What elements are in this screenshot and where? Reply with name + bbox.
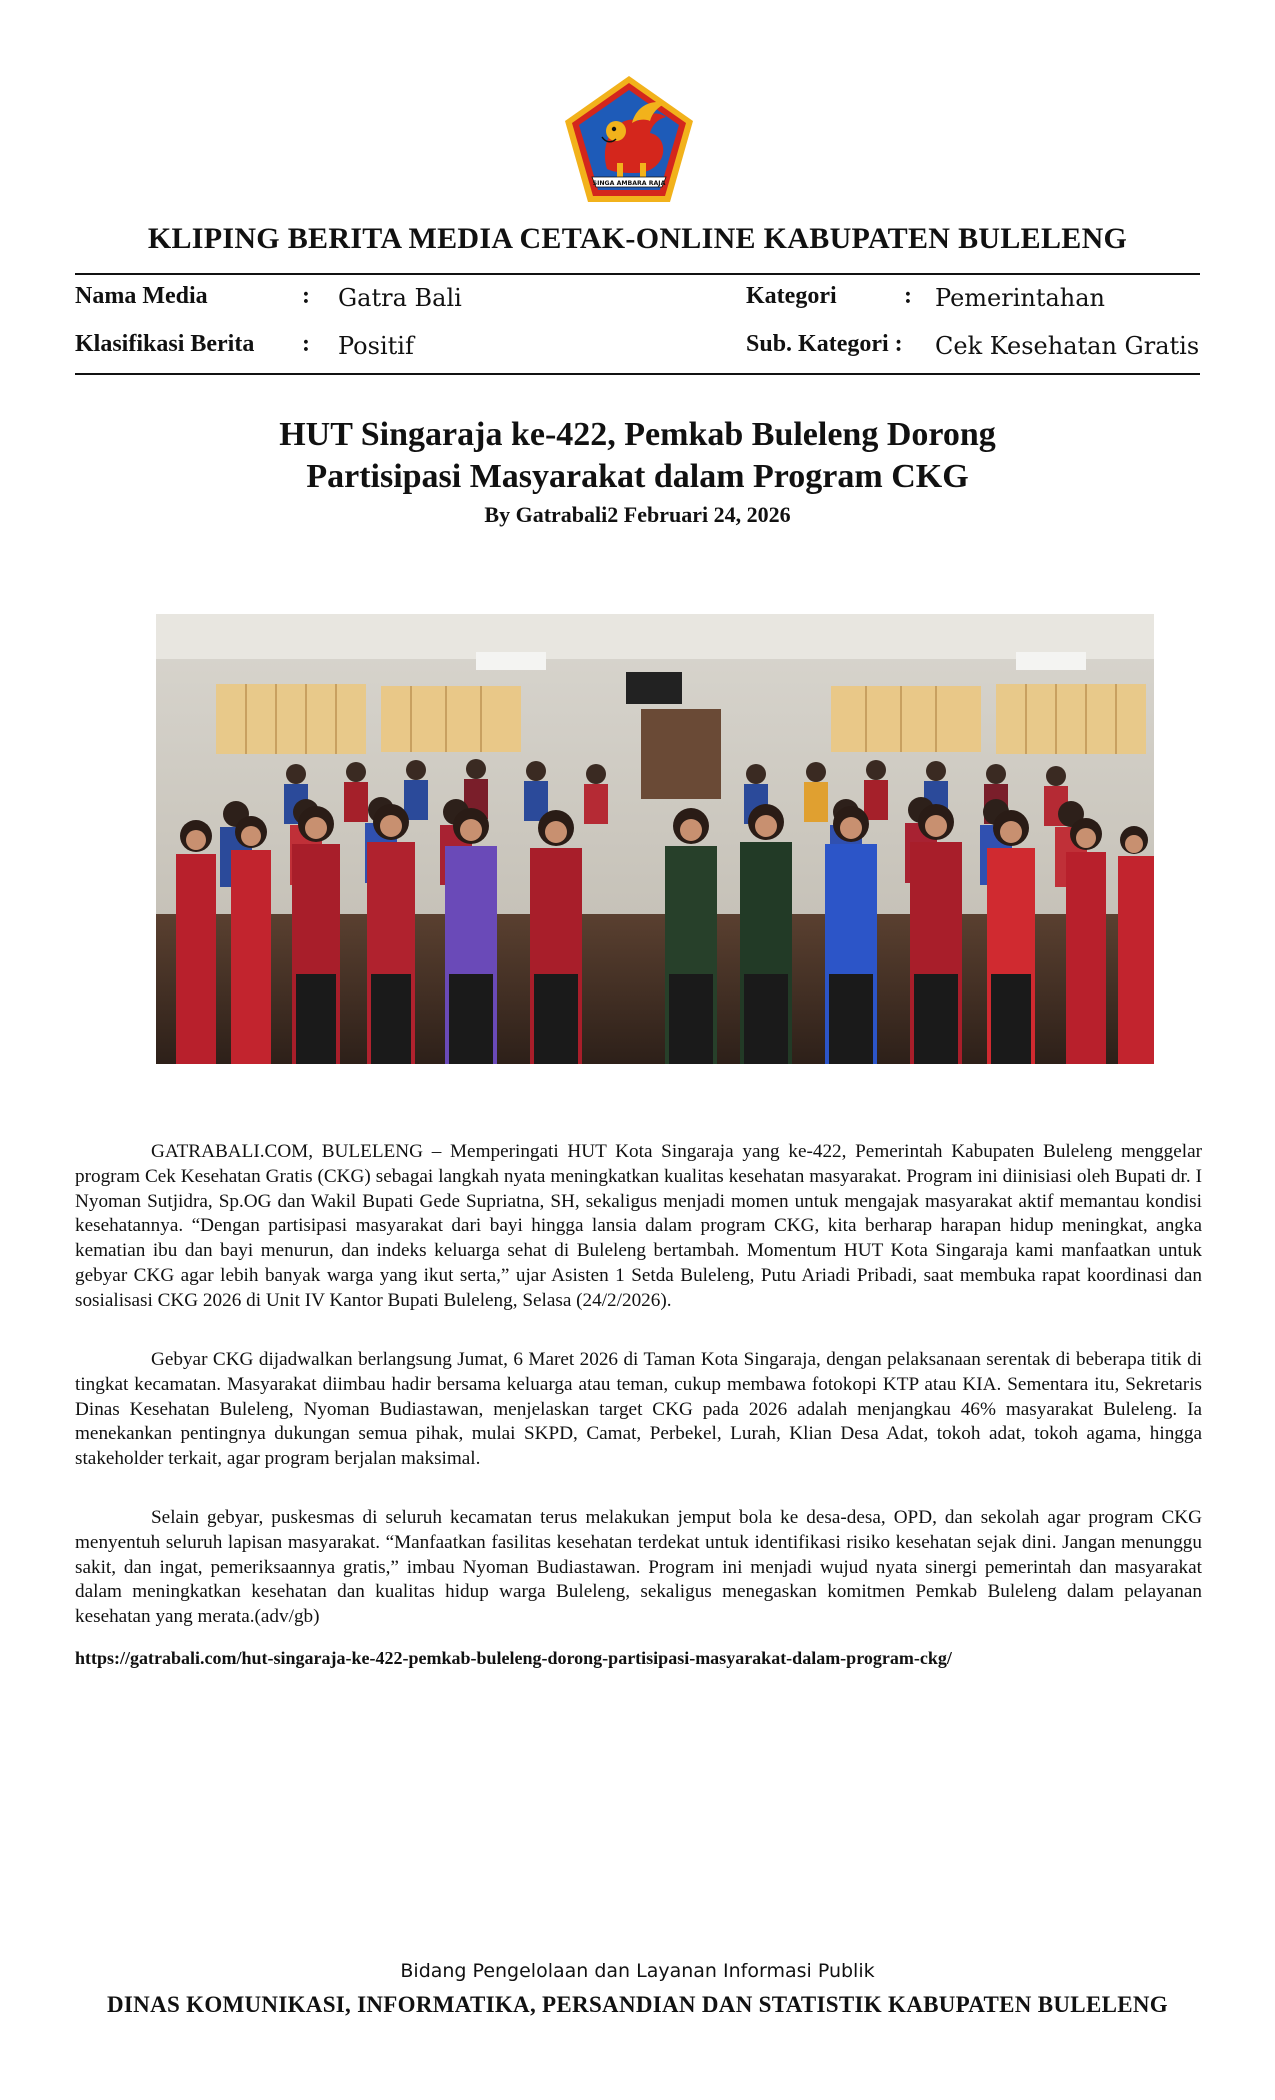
nama-media-value: Gatra Bali xyxy=(338,284,462,312)
footer-subtitle: Bidang Pengelolaan dan Layanan Informasi Publik xyxy=(400,1960,875,1982)
klasifikasi-colon: : xyxy=(302,331,310,357)
article-paragraph-1: GATRABALI.COM, BULELENG – Memperingati HUT Kota Singaraja yang ke-422, Pemerintah Kabupaten Buleleng menggelar program Cek Kesehatan Gratis (CKG) sebagai langkah nyata meningkatkan kualitas kesehatan masyarakat. Program ini diinisiasi oleh Bupati dr. I Nyoman Sutjidra, Sp.OG dan Wakil Bupati Gede Supriatna, SH, sekaligus menjadi momen untuk mengajak masyarakat aktif memantau kondisi kesehatannya. “Dengan partisipasi masyarakat dari bayi hingga lansia dalam program CKG, kita berharap harapan hidup meningkat, angka kematian ibu dan bayi menurun, dan indeks keluarga sehat di Buleleng bertambah. Momentum HUT Kota Singaraja kami manfaatkan untuk gebyar CKG agar lebih banyak warga yang ikut serta,” ujar Asisten 1 Setda Buleleng, Putu Ariadi Pribadi, saat membuka rapat koordinasi dan sosialisasi CKG 2026 di Unit IV Kantor Bupati Buleleng, Selasa (24/2/2026). xyxy=(75,1141,1202,1311)
subkategori-label: Sub. Kategori : xyxy=(746,331,903,357)
article-paragraph-2: Gebyar CKG dijadwalkan berlangsung Jumat, 6 Maret 2026 di Taman Kota Singaraja, dengan pelaksanaan serentak di beberapa titik di tingkat kecamatan. Masyarakat diimbau hadir bersama keluarga atau teman, cukup membawa fotokopi KTP atau KIA. Sementara itu, Sekretaris Dinas Kesehatan Buleleng, Nyoman Budiastawan, menjelaskan target CKG pada 2026 adalah menjangkau 46% masyarakat Buleleng. Ia menekankan pentingnya dukungan semua pihak, mulai SKPD, Camat, Perbekel, Lurah, Klian Desa Adat, tokoh adat, tokoh agama, hingga stakeholder terkait, agar program berjalan maksimal. xyxy=(75,1349,1202,1470)
logo-motto: SINGA AMBARA RAJA xyxy=(592,180,666,187)
article-byline: By Gatrabali2 Februari 24, 2026 xyxy=(484,502,791,527)
article-headline xyxy=(0,414,1275,498)
source-link[interactable]: https://gatrabali.com/hut-singaraja-ke-422-pemkab-buleleng-dorong-partisipasi-masyarakat-dalam-program-ckg/ xyxy=(75,1648,952,1668)
klasifikasi-label: Klasifikasi Berita xyxy=(75,331,255,357)
nama-media-colon: : xyxy=(302,283,310,309)
article-photo xyxy=(156,614,1154,1064)
klasifikasi-value: Positif xyxy=(338,332,414,360)
kliping-title: KLIPING BERITA MEDIA CETAK-ONLINE KABUPATEN BULELENG xyxy=(147,222,1128,255)
footer-department: DINAS KOMUNIKASI, INFORMATIKA, PERSANDIAN DAN STATISTIK KABUPATEN BULELENG xyxy=(107,1992,1168,2017)
kategori-value: Pemerintahan xyxy=(935,284,1106,312)
headline-line-2: Partisipasi Masyarakat dalam Program CKG xyxy=(306,458,969,495)
kategori-colon: : xyxy=(904,283,912,309)
top-divider xyxy=(75,273,1200,275)
article-paragraph-3: Selain gebyar, puskesmas di seluruh kecamatan terus melakukan jemput bola ke desa-desa, OPD, dan sekolah agar program CKG menyentuh seluruh lapisan masyarakat. “Manfaatkan fasilitas kesehatan terdekat untuk identifikasi risiko kesehatan sejak dini. Jangan menunggu sakit, dan ingat, pemeriksaannya gratis,” imbau Nyoman Budiastawan. Program ini menjadi wujud nyata sinergi pemerintah dan masyarakat dalam meningkatkan kesehatan dan kualitas hidup warga Buleleng, sekaligus menegaskan komitmen Pemkab Buleleng dalam pelayanan kesehatan yang merata.(adv/gb) xyxy=(75,1507,1202,1628)
nama-media-label: Nama Media xyxy=(75,283,208,309)
bottom-divider xyxy=(75,373,1200,375)
subkategori-value: Cek Kesehatan Gratis xyxy=(935,332,1200,360)
headline-line-1: HUT Singaraja ke-422, Pemkab Buleleng Dorong xyxy=(279,416,996,453)
singa-ambara-raja-logo xyxy=(562,73,696,205)
kategori-label: Kategori xyxy=(746,283,837,309)
